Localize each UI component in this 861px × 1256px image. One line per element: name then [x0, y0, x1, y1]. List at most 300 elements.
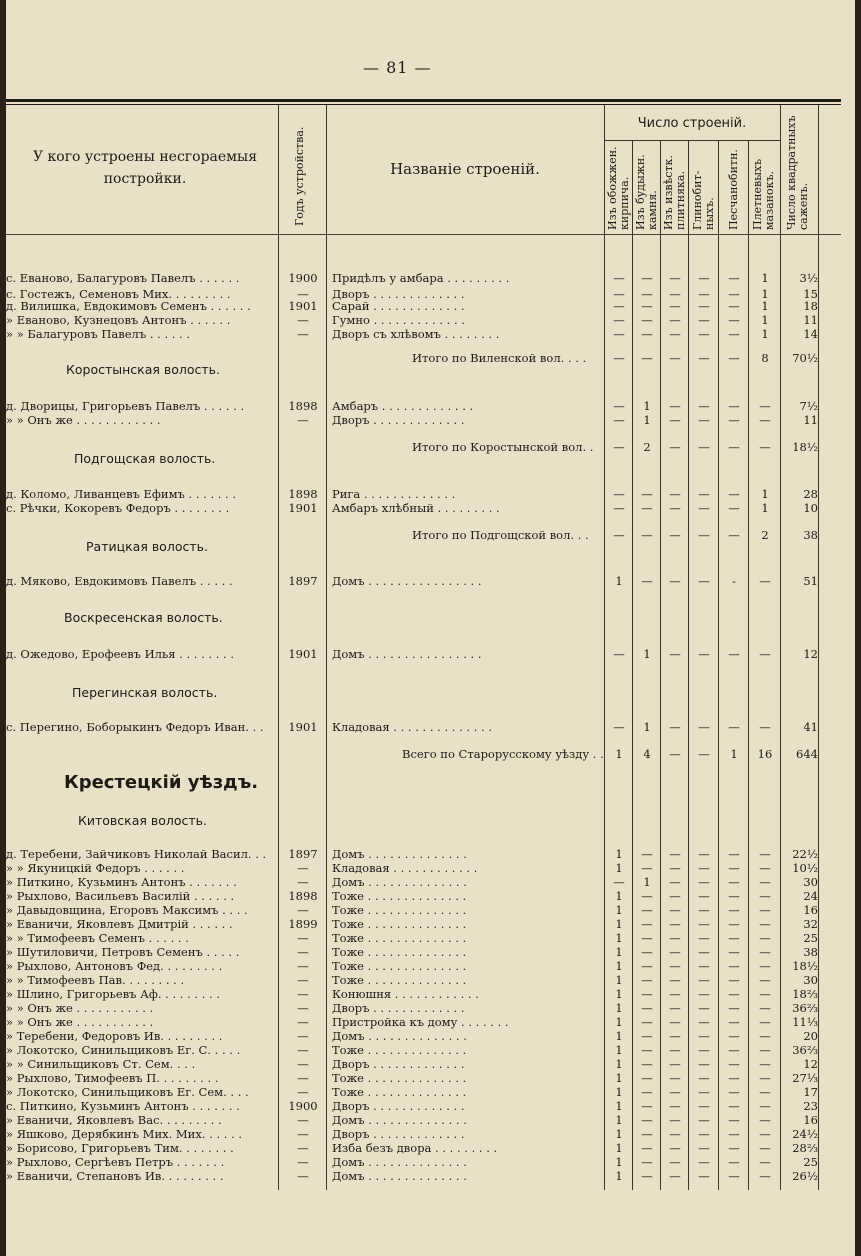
- owner-cell: » Рыхлово, Сергѣевъ Петръ . . . . . . .: [6, 1155, 225, 1169]
- owner-cell: д. Ожедово, Ерофеевъ Илья . . . . . . . .: [6, 647, 234, 661]
- year-cell: —: [297, 945, 309, 959]
- count-cell: 1: [615, 931, 623, 945]
- count-cell: —: [669, 987, 681, 1001]
- count-cell: —: [669, 889, 681, 903]
- header-col-3: Изъ извѣстк. плитняка.: [662, 155, 687, 230]
- count-cell: —: [698, 720, 710, 734]
- book-page: [6, 0, 855, 1256]
- count-cell: —: [641, 1127, 653, 1141]
- count-cell: —: [669, 973, 681, 987]
- owner-cell: с. Рѣчки, Кокоревъ Федоръ . . . . . . . .: [6, 501, 230, 515]
- count-cell: 1: [643, 413, 651, 427]
- building-name-cell: Тоже . . . . . . . . . . . . . .: [332, 1043, 467, 1057]
- count-cell: —: [698, 847, 710, 861]
- count-cell: 1: [615, 1043, 623, 1057]
- building-name-cell: Домъ . . . . . . . . . . . . . .: [332, 1169, 467, 1183]
- header-col-4: Глинобит-ныхъ.: [691, 170, 716, 230]
- area-cell: 24: [803, 889, 818, 903]
- year-cell: 1900: [288, 1099, 318, 1113]
- count-cell: —: [759, 574, 771, 588]
- count-cell: —: [641, 271, 653, 285]
- count-cell: —: [698, 574, 710, 588]
- area-cell: 28⅔: [792, 1141, 818, 1155]
- building-name-cell: Тоже . . . . . . . . . . . . . .: [332, 903, 467, 917]
- count-cell: —: [669, 720, 681, 734]
- area-cell: 38: [803, 945, 818, 959]
- count-cell: —: [613, 399, 625, 413]
- count-cell: —: [669, 917, 681, 931]
- building-name-cell: Дворъ . . . . . . . . . . . . .: [332, 1099, 465, 1113]
- group-header-rule: [604, 140, 780, 141]
- count-cell: —: [669, 861, 681, 875]
- owner-cell: » » Тимофеевъ Пав. . . . . . . . .: [6, 973, 185, 987]
- area-cell: 25: [803, 1155, 818, 1169]
- count-cell: —: [669, 271, 681, 285]
- table-row: [6, 719, 855, 735]
- count-cell: —: [613, 299, 625, 313]
- count-cell: —: [698, 501, 710, 515]
- building-name-cell: Тоже . . . . . . . . . . . . . .: [332, 917, 467, 931]
- area-cell: 26½: [792, 1169, 818, 1183]
- area-cell: 3½: [799, 271, 818, 285]
- count-cell: 1: [615, 889, 623, 903]
- area-cell: 14: [803, 327, 818, 341]
- building-name-cell: Дворъ . . . . . . . . . . . . .: [332, 413, 465, 427]
- count-cell: —: [728, 1043, 740, 1057]
- count-cell: —: [698, 1099, 710, 1113]
- year-cell: —: [297, 327, 309, 341]
- count-cell: 1: [615, 917, 623, 931]
- count-cell: —: [698, 327, 710, 341]
- owner-cell: » Локотско, Синильщиковъ Ег. С. . . . .: [6, 1043, 241, 1057]
- owner-cell: » Еваничи, Яковлевъ Дмитрій . . . . . .: [6, 917, 233, 931]
- count-cell: —: [669, 1127, 681, 1141]
- count-cell: —: [641, 1113, 653, 1127]
- year-cell: —: [297, 875, 309, 889]
- total-count-cell: —: [669, 351, 681, 365]
- owner-cell: » Шутиловичи, Петровъ Семенъ . . . . .: [6, 945, 240, 959]
- table-row: [6, 646, 855, 662]
- year-cell: —: [297, 973, 309, 987]
- year-cell: 1897: [288, 847, 318, 861]
- count-cell: —: [728, 1085, 740, 1099]
- total-label: Всего по Старорусскому уѣзду . .: [402, 747, 604, 761]
- owner-cell: с. Гостежъ, Семеновъ Мих. . . . . . . . .: [6, 287, 231, 301]
- count-cell: —: [669, 647, 681, 661]
- total-count-cell: —: [698, 351, 710, 365]
- count-cell: 1: [643, 647, 651, 661]
- count-cell: —: [759, 1127, 771, 1141]
- count-cell: —: [698, 861, 710, 875]
- count-cell: —: [759, 1099, 771, 1113]
- building-name-cell: Дворъ . . . . . . . . . . . . .: [332, 1057, 465, 1071]
- count-cell: —: [698, 1141, 710, 1155]
- header-count-group: Число строеній.: [637, 116, 747, 131]
- year-cell: —: [297, 987, 309, 1001]
- count-cell: 1: [615, 1169, 623, 1183]
- area-cell: 41: [803, 720, 818, 734]
- count-cell: —: [759, 1043, 771, 1057]
- count-cell: 1: [615, 1071, 623, 1085]
- count-cell: —: [698, 271, 710, 285]
- total-count-cell: —: [698, 747, 710, 761]
- count-cell: —: [669, 287, 681, 301]
- count-cell: 1: [761, 271, 769, 285]
- area-cell: 27⅓: [792, 1071, 818, 1085]
- count-cell: —: [728, 1029, 740, 1043]
- count-cell: —: [698, 1127, 710, 1141]
- year-cell: —: [297, 1029, 309, 1043]
- total-count-cell: 8: [761, 351, 769, 365]
- count-cell: 1: [761, 313, 769, 327]
- count-cell: 1: [615, 987, 623, 1001]
- area-cell: 10½: [792, 861, 818, 875]
- table-row: [6, 270, 855, 286]
- count-cell: —: [698, 413, 710, 427]
- building-name-cell: Домъ . . . . . . . . . . . . . . . .: [332, 574, 482, 588]
- count-cell: —: [759, 1071, 771, 1085]
- count-cell: —: [613, 487, 625, 501]
- count-cell: —: [641, 945, 653, 959]
- count-cell: —: [641, 847, 653, 861]
- count-cell: —: [669, 1015, 681, 1029]
- count-cell: 1: [615, 945, 623, 959]
- total-count-cell: —: [669, 440, 681, 454]
- count-cell: —: [728, 487, 740, 501]
- year-cell: —: [297, 1057, 309, 1071]
- table-row: [6, 573, 855, 589]
- year-cell: —: [297, 903, 309, 917]
- count-cell: —: [669, 903, 681, 917]
- total-count-cell: 2: [643, 440, 651, 454]
- area-cell: 17: [803, 1085, 818, 1099]
- count-cell: —: [698, 287, 710, 301]
- count-cell: —: [669, 1029, 681, 1043]
- count-cell: —: [698, 399, 710, 413]
- count-cell: —: [641, 1141, 653, 1155]
- area-cell: 18⅔: [792, 987, 818, 1001]
- count-cell: —: [669, 931, 681, 945]
- owner-cell: » » Якуницкій Федоръ . . . . . .: [6, 861, 185, 875]
- total-count-cell: —: [728, 351, 740, 365]
- total-count-cell: —: [669, 747, 681, 761]
- count-cell: —: [669, 327, 681, 341]
- owner-cell: » Теребени, Федоровъ Ив. . . . . . . . .: [6, 1029, 223, 1043]
- building-name-cell: Дворъ . . . . . . . . . . . . .: [332, 287, 465, 301]
- table-row: [6, 412, 855, 428]
- area-cell: 11⅓: [792, 1015, 818, 1029]
- area-cell: 11: [803, 413, 818, 427]
- total-count-cell: —: [613, 351, 625, 365]
- count-cell: —: [698, 1085, 710, 1099]
- count-cell: —: [698, 647, 710, 661]
- building-name-cell: Домъ . . . . . . . . . . . . . .: [332, 875, 467, 889]
- count-cell: 1: [615, 1155, 623, 1169]
- year-cell: 1897: [288, 574, 318, 588]
- owner-cell: » Борисово, Григорьевъ Тим. . . . . . . .: [6, 1141, 234, 1155]
- owner-cell: » Шлино, Григорьевъ Аф. . . . . . . . .: [6, 987, 221, 1001]
- table-row: [6, 500, 855, 516]
- total-count-cell: —: [669, 528, 681, 542]
- count-cell: 1: [615, 847, 623, 861]
- count-cell: —: [698, 903, 710, 917]
- owner-cell: » Рыхлово, Антоновъ Фед. . . . . . . . .: [6, 959, 223, 973]
- count-cell: —: [613, 647, 625, 661]
- count-cell: —: [759, 1155, 771, 1169]
- count-cell: —: [669, 1155, 681, 1169]
- count-cell: —: [728, 889, 740, 903]
- count-cell: —: [641, 1071, 653, 1085]
- year-cell: 1898: [288, 399, 318, 413]
- count-cell: —: [613, 327, 625, 341]
- total-count-cell: —: [698, 440, 710, 454]
- total-area-cell: 18½: [792, 440, 818, 454]
- count-cell: —: [728, 847, 740, 861]
- header-col-2: Изъ будыжн. камня.: [634, 154, 659, 230]
- count-cell: 1: [615, 861, 623, 875]
- total-area-cell: 70½: [792, 351, 818, 365]
- building-name-cell: Тоже . . . . . . . . . . . . . .: [332, 1085, 467, 1099]
- table-row: [6, 326, 855, 342]
- building-name-cell: Тоже . . . . . . . . . . . . . .: [332, 1071, 467, 1085]
- count-cell: —: [698, 1155, 710, 1169]
- owner-cell: д. Коломо, Ливанцевъ Ефимъ . . . . . . .: [6, 487, 237, 501]
- count-cell: —: [613, 313, 625, 327]
- count-cell: —: [759, 931, 771, 945]
- count-cell: —: [728, 1141, 740, 1155]
- count-cell: —: [613, 287, 625, 301]
- count-cell: —: [759, 987, 771, 1001]
- count-cell: —: [669, 487, 681, 501]
- total-count-cell: —: [613, 440, 625, 454]
- year-cell: 1900: [288, 271, 318, 285]
- count-cell: 1: [761, 287, 769, 301]
- count-cell: -: [732, 574, 736, 588]
- count-cell: —: [698, 1015, 710, 1029]
- count-cell: —: [728, 313, 740, 327]
- owner-cell: » » Тимофеевъ Семенъ . . . . . .: [6, 931, 189, 945]
- count-cell: —: [641, 327, 653, 341]
- count-cell: —: [641, 487, 653, 501]
- page-number: — 81 —: [363, 58, 432, 77]
- count-cell: —: [728, 903, 740, 917]
- count-cell: —: [728, 647, 740, 661]
- total-label: Итого по Виленской вол. . . .: [412, 351, 587, 365]
- area-cell: 24½: [792, 1127, 818, 1141]
- area-cell: 12: [803, 1057, 818, 1071]
- count-cell: —: [613, 413, 625, 427]
- total-row: [6, 350, 855, 366]
- count-cell: —: [759, 903, 771, 917]
- building-name-cell: Дворъ съ хлѣвомъ . . . . . . . .: [332, 327, 500, 341]
- count-cell: —: [759, 1057, 771, 1071]
- building-name-cell: Тоже . . . . . . . . . . . . . .: [332, 889, 467, 903]
- count-cell: —: [759, 945, 771, 959]
- count-cell: —: [641, 861, 653, 875]
- building-name-cell: Тоже . . . . . . . . . . . . . .: [332, 959, 467, 973]
- count-cell: —: [728, 501, 740, 515]
- section-pereg: Перегинская волость.: [72, 685, 218, 700]
- count-cell: —: [728, 931, 740, 945]
- count-cell: —: [728, 1155, 740, 1169]
- count-cell: —: [669, 1169, 681, 1183]
- year-cell: —: [297, 1071, 309, 1085]
- year-cell: —: [297, 1127, 309, 1141]
- count-cell: —: [669, 299, 681, 313]
- count-cell: 1: [615, 1029, 623, 1043]
- count-cell: —: [728, 875, 740, 889]
- year-cell: —: [297, 931, 309, 945]
- count-cell: —: [728, 1071, 740, 1085]
- count-cell: —: [641, 1155, 653, 1169]
- table-row: [6, 1168, 855, 1184]
- area-cell: 11: [803, 313, 818, 327]
- count-cell: —: [641, 299, 653, 313]
- count-cell: —: [698, 1043, 710, 1057]
- header-area: Число квадратныхъ саженъ.: [785, 115, 810, 230]
- total-count-cell: —: [641, 351, 653, 365]
- header-col-5: Песчанобитн.: [727, 149, 740, 230]
- area-cell: 16: [803, 903, 818, 917]
- count-cell: —: [759, 875, 771, 889]
- count-cell: —: [698, 917, 710, 931]
- count-cell: 1: [615, 903, 623, 917]
- total-count-cell: —: [759, 440, 771, 454]
- count-cell: —: [669, 1043, 681, 1057]
- total-count-cell: —: [613, 528, 625, 542]
- count-cell: —: [641, 987, 653, 1001]
- owner-cell: с. Питкино, Кузьминъ Антонъ . . . . . . .: [6, 1099, 240, 1113]
- building-name-cell: Домъ . . . . . . . . . . . . . . . .: [332, 647, 482, 661]
- count-cell: —: [759, 647, 771, 661]
- count-cell: —: [759, 1015, 771, 1029]
- count-cell: —: [641, 1085, 653, 1099]
- count-cell: —: [759, 889, 771, 903]
- count-cell: 1: [615, 1113, 623, 1127]
- building-name-cell: Сарай . . . . . . . . . . . . .: [332, 299, 465, 313]
- count-cell: —: [728, 1169, 740, 1183]
- count-cell: —: [641, 973, 653, 987]
- count-cell: —: [759, 847, 771, 861]
- section-podgoshch: Подгощская волость.: [74, 451, 216, 466]
- count-cell: —: [641, 1099, 653, 1113]
- year-cell: 1901: [288, 647, 318, 661]
- count-cell: —: [728, 1127, 740, 1141]
- area-cell: 20: [803, 1029, 818, 1043]
- building-name-cell: Конюшня . . . . . . . . . . . .: [332, 987, 479, 1001]
- owner-cell: с. Перегино, Боборыкинъ Федоръ Иван. . .: [6, 720, 264, 734]
- area-cell: 36⅔: [792, 1043, 818, 1057]
- area-cell: 23: [803, 1099, 818, 1113]
- owner-cell: д. Мяково, Евдокимовъ Павелъ . . . . .: [6, 574, 233, 588]
- count-cell: —: [728, 299, 740, 313]
- count-cell: —: [698, 299, 710, 313]
- count-cell: 1: [643, 875, 651, 889]
- count-cell: —: [641, 1169, 653, 1183]
- area-cell: 15: [803, 287, 818, 301]
- count-cell: —: [641, 1015, 653, 1029]
- building-name-cell: Тоже . . . . . . . . . . . . . .: [332, 931, 467, 945]
- area-cell: 30: [803, 875, 818, 889]
- count-cell: —: [698, 1113, 710, 1127]
- count-cell: —: [698, 889, 710, 903]
- total-count-cell: 2: [761, 528, 769, 542]
- count-cell: —: [728, 1057, 740, 1071]
- building-name-cell: Тоже . . . . . . . . . . . . . .: [332, 945, 467, 959]
- count-cell: —: [728, 413, 740, 427]
- year-cell: —: [297, 1001, 309, 1015]
- count-cell: —: [728, 959, 740, 973]
- year-cell: —: [297, 287, 309, 301]
- building-name-cell: Домъ . . . . . . . . . . . . . .: [332, 1113, 467, 1127]
- owner-cell: д. Вилишка, Евдокимовъ Семенъ . . . . . .: [6, 299, 251, 313]
- count-cell: 1: [615, 1099, 623, 1113]
- year-cell: —: [297, 1085, 309, 1099]
- building-name-cell: Домъ . . . . . . . . . . . . . .: [332, 1155, 467, 1169]
- count-cell: 1: [615, 1141, 623, 1155]
- year-cell: —: [297, 1141, 309, 1155]
- count-cell: —: [641, 287, 653, 301]
- owner-cell: » Еваничи, Степановъ Ив. . . . . . . . .: [6, 1169, 224, 1183]
- owner-cell: » Еваничи, Яковлевъ Вас. . . . . . . . .: [6, 1113, 222, 1127]
- count-cell: —: [669, 875, 681, 889]
- year-cell: 1901: [288, 720, 318, 734]
- header-name: Названіе строеній.: [390, 160, 540, 178]
- area-cell: 10: [803, 501, 818, 515]
- count-cell: —: [728, 973, 740, 987]
- count-cell: 1: [615, 1057, 623, 1071]
- count-cell: —: [641, 1057, 653, 1071]
- count-cell: —: [759, 917, 771, 931]
- count-cell: —: [641, 1029, 653, 1043]
- area-cell: 18: [803, 299, 818, 313]
- section-voskres: Воскресенская волость.: [64, 610, 223, 625]
- year-cell: 1898: [288, 487, 318, 501]
- building-name-cell: Пристройка къ дому . . . . . . .: [332, 1015, 509, 1029]
- count-cell: 1: [615, 973, 623, 987]
- year-cell: 1898: [288, 889, 318, 903]
- top-rule-thin: [6, 104, 841, 105]
- total-label: Итого по Коростынской вол. .: [412, 440, 594, 454]
- count-cell: —: [698, 875, 710, 889]
- count-cell: —: [728, 1099, 740, 1113]
- year-cell: —: [297, 1113, 309, 1127]
- total-count-cell: —: [728, 440, 740, 454]
- count-cell: —: [698, 945, 710, 959]
- count-cell: —: [613, 271, 625, 285]
- count-cell: —: [641, 959, 653, 973]
- total-count-cell: —: [641, 528, 653, 542]
- count-cell: —: [669, 574, 681, 588]
- count-cell: —: [641, 574, 653, 588]
- count-cell: 1: [615, 959, 623, 973]
- count-cell: —: [641, 889, 653, 903]
- total-area-cell: 644: [796, 747, 818, 761]
- owner-cell: » Еваново, Кузнецовъ Антонъ . . . . . .: [6, 313, 231, 327]
- building-name-cell: Изба безъ двора . . . . . . . . .: [332, 1141, 498, 1155]
- count-cell: —: [669, 1071, 681, 1085]
- year-cell: —: [297, 313, 309, 327]
- building-name-cell: Дворъ . . . . . . . . . . . . .: [332, 1127, 465, 1141]
- year-cell: —: [297, 1043, 309, 1057]
- count-cell: —: [669, 1141, 681, 1155]
- count-cell: —: [759, 1001, 771, 1015]
- header-owner: У кого устроены несгораемыя постройки.: [32, 149, 258, 187]
- section-uezd: Крестецкій уѣздъ.: [64, 772, 259, 793]
- building-name-cell: Домъ . . . . . . . . . . . . . .: [332, 847, 467, 861]
- owner-cell: » Питкино, Кузьминъ Антонъ . . . . . . .: [6, 875, 237, 889]
- count-cell: —: [698, 1001, 710, 1015]
